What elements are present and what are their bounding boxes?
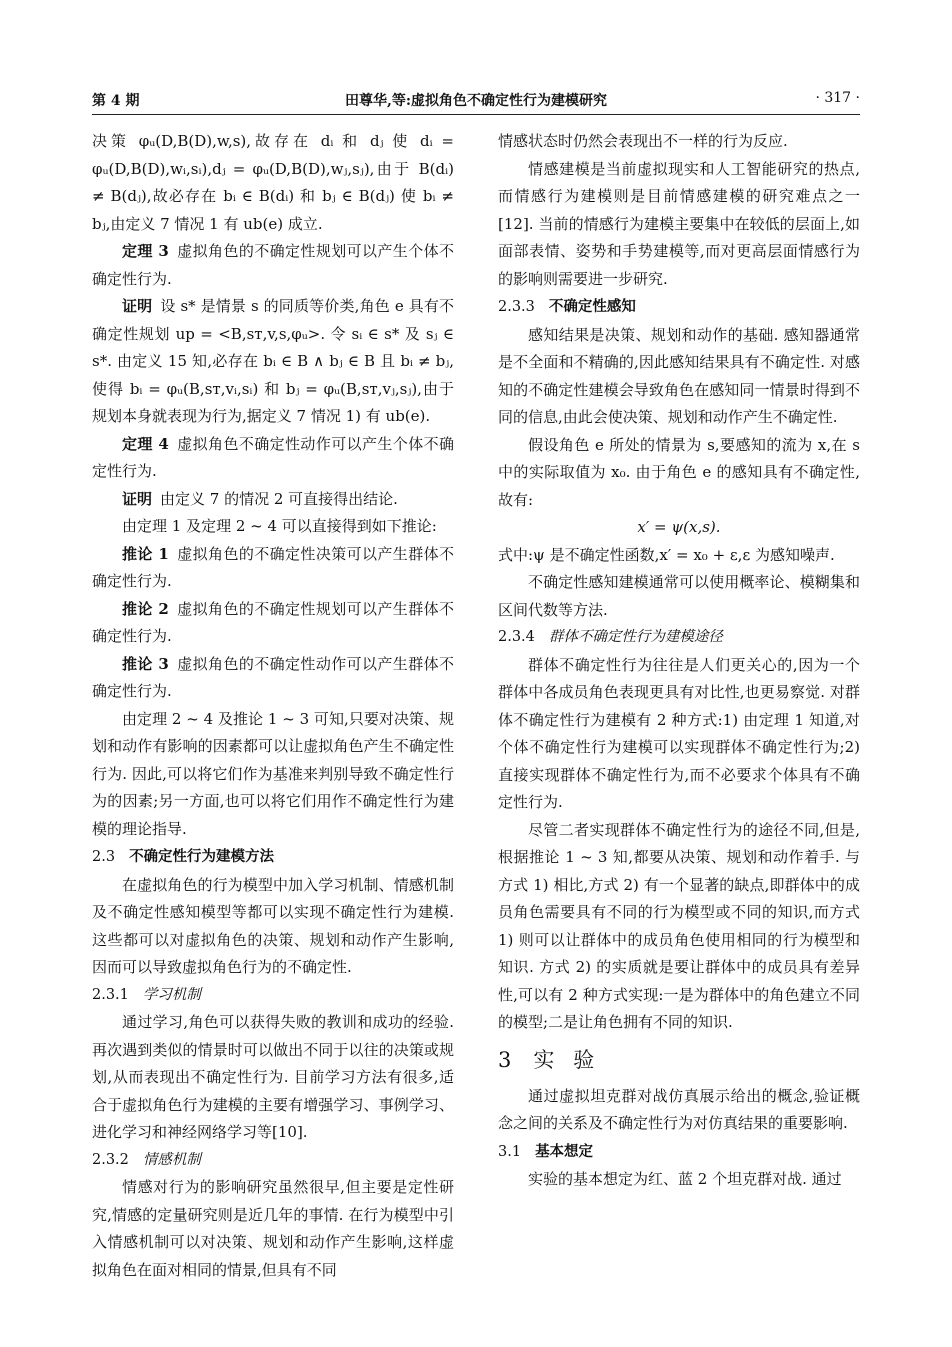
right-column xyxy=(498,128,860,1194)
section-number: 2.3.2 xyxy=(92,1151,129,1168)
paragraph-3: 通过虚拟坦克群对战仿真展示给出的概念,验证概念之间的关系及不确定性行为对仿真结果的重要影响. xyxy=(498,1086,860,1132)
theorem-4 xyxy=(92,431,454,486)
theorem-4-text: 虚拟角色不确定性动作可以产生个体不确定性行为. xyxy=(92,434,454,480)
section-title: 群体不确定性行为建模途径 xyxy=(548,629,723,645)
section-number: 2.3.3 xyxy=(498,299,535,315)
section-number: 2.3.4 xyxy=(498,629,535,645)
section-title: 不确定性行为建模方法 xyxy=(129,848,275,865)
corollary-1-label: 推论 1 xyxy=(122,544,169,563)
section-title: 基本想定 xyxy=(535,1142,594,1160)
proof-text: 设 s* 是情景 s 的同质等价类,角色 e 具有不确定性规划 up = <B,sᴛ,v,s,φᵤ>. 令 sᵢ ∈ s* 及 sⱼ ∈ s*. 由定义 15 知,必存在 bᵢ ∈ B ∧ bⱼ ∈ B 且 bᵢ ≠ bⱼ,使得 bᵢ = φᵤ(B,sᴛ,vᵢ,sᵢ) 和 bⱼ = φᵤ(B,sᴛ,vⱼ,sⱼ),由于规划本身就表现为行为,据定义 7 情况 1) 有 ub(e). xyxy=(92,297,454,425)
corollary-3-text: 虚拟角色的不确定性动作可以产生群体不确定性行为. xyxy=(92,654,454,700)
issue-number: 第 4 期 xyxy=(92,93,140,109)
proof-theorem-3 xyxy=(92,293,454,431)
section-2-3-1-heading xyxy=(92,982,454,1010)
section-2-3-2-heading xyxy=(92,1147,454,1175)
section-2-3-heading xyxy=(92,843,454,872)
paragraph-3-1: 实验的基本想定为红、蓝 2 个坦克群对战. 通过 xyxy=(528,1170,842,1188)
corollary-2-text: 虚拟角色的不确定性规划可以产生群体不确定性行为. xyxy=(92,599,454,645)
section-title: 不确定性感知 xyxy=(548,298,636,315)
perception-formula: x′ = ψ(x,s). xyxy=(637,518,721,536)
theorem-3 xyxy=(92,238,454,293)
corollary-1 xyxy=(92,541,454,596)
page-header xyxy=(92,88,860,115)
corollary-3 xyxy=(92,651,454,706)
proof-text: 由定义 7 的情况 2 可直接得出结论. xyxy=(160,489,398,508)
paragraph-2-3-4b: 尽管二者实现群体不确定性行为的途径不同,但是,根据推论 1 ~ 3 知,都要从决策、规划和动作着手. 与方式 1) 相比,方式 2) 有一个显著的缺点,即群体中的成员角色需要具有不同的行为模型或不同的知识,而方式 1) 则可以让群体中的成员角色使用相同的行为模型和知识. 方式 2) 的实质就是要让群体中的成员具有差异性,可以有 2 种方式实现:一是为群体中的角色建立不同的模型;二是让角色拥有不同的知识. xyxy=(498,820,860,1031)
paragraph-2-3-3c: 不确定性感知建模通常可以使用概率论、模糊集和区间代数等方法. xyxy=(498,573,860,619)
corollary-2 xyxy=(92,596,454,651)
paragraph-2-3-3a: 感知结果是决策、规划和动作的基础. 感知器通常是不全面和不精确的,因此感知结果具有不确定性. 对感知的不确定性建模会导致角色在感知同一情景时得到不同的信息,由此会使决策、规划和动作产生不确定性. xyxy=(498,325,860,426)
theorem-3-label: 定理 3 xyxy=(122,242,169,260)
section-2-3-4-heading xyxy=(498,624,860,652)
theorem-3-text: 虚拟角色的不确定性规划可以产生个体不确定性行为. xyxy=(92,242,454,288)
running-title: 田尊华,等:虚拟角色不确定性行为建模研究 xyxy=(344,93,608,109)
section-number: 3.1 xyxy=(498,1143,522,1160)
paragraph-2-3-2: 情感对行为的影响研究虽然很早,但主要是定性研究,情感的定量研究则是近几年的事情. 在行为模型中引入情感机制可以对决策、规划和动作产生影响,这样虚拟角色在面对相同的情景,但具有不同 xyxy=(92,1178,454,1279)
corollary-1-text: 虚拟角色的不确定性决策可以产生群体不确定性行为. xyxy=(92,544,454,590)
paragraph-2-3-4a: 群体不确定性行为往往是人们更关心的,因为一个群体中各成员角色表现更具有对比性,也更易察觉. 对群体不确定性行为建模有 2 种方式:1) 由定理 1 知道,对个体不确定性行为建模可以实现群体不确定性行为;2) 直接实现群体不确定性行为,而不必要求个体具有不确定性行为. xyxy=(498,655,860,811)
left-column xyxy=(92,128,454,1284)
paragraph-emotion-modeling: 情感建模是当前虚拟现实和人工智能研究的热点,而情感行为建模则是目前情感建模的研究难点之一[12]. 当前的情感行为建模主要集中在较低的层面上,如面部表情、姿势和手势建模等,而对更高层面情感行为的影响则需要进一步研究. xyxy=(498,159,860,288)
section-2-3-3-heading xyxy=(498,293,860,322)
proof-label: 证明 xyxy=(122,489,153,508)
section-title: 情感机制 xyxy=(142,1151,201,1168)
paragraph-summary: 由定理 2 ~ 4 及推论 1 ~ 3 可知,只要对决策、规划和动作有影响的因素都可以让虚拟角色产生不确定性行为. 因此,可以将它们作为基准来判别导致不确定性行为的因素;另一方面,也可以将它们用作不确定性行为建模的理论指导. xyxy=(92,709,454,838)
section-3-1-heading xyxy=(498,1138,860,1167)
section-number: 2.3.1 xyxy=(92,986,129,1003)
section-title: 学习机制 xyxy=(142,986,201,1003)
section-number: 3 xyxy=(498,1047,512,1072)
section-title: 实验 xyxy=(533,1047,614,1072)
paragraph-inference: 由定理 1 及定理 2 ~ 4 可以直接得到如下推论: xyxy=(122,517,437,535)
section-number: 2.3 xyxy=(92,849,116,865)
paragraph-continuation: 情感状态时仍然会表现出不一样的行为反应. xyxy=(498,132,788,150)
page-number: · 317 · xyxy=(815,90,860,106)
corollary-3-label: 推论 3 xyxy=(122,654,169,673)
corollary-2-label: 推论 2 xyxy=(122,599,169,618)
paragraph-proof-continuation: 决策 φᵤ(D,B(D),w,s),故存在 dᵢ 和 dⱼ 使 dᵢ = φᵤ(D,B(D),wᵢ,sᵢ),dⱼ = φᵤ(D,B(D),wⱼ,sⱼ),由于 B(dᵢ) ≠ B(dⱼ),故必存在 bᵢ ∈ B(dᵢ) 和 bⱼ ∈ B(dⱼ) 使 bᵢ ≠ bⱼ,由定义 7 情况 1 有 ub(e) 成立. xyxy=(92,132,454,233)
paragraph-2-3: 在虚拟角色的行为模型中加入学习机制、情感机制及不确定性感知模型等都可以实现不确定性行为建模. 这些都可以对虚拟角色的决策、规划和动作产生影响,因而可以导致虚拟角色行为的不确定性. xyxy=(92,875,454,976)
proof-label: 证明 xyxy=(122,297,153,315)
proof-theorem-4 xyxy=(92,486,454,514)
paragraph-2-3-1: 通过学习,角色可以获得失败的教训和成功的经验. 再次遇到类似的情景时可以做出不同于以往的决策或规划,从而表现出不确定性行为. 目前学习方法有很多,适合于虚拟角色行为建模的主要有增强学习、事例学习、进化学习和神经网络学习等[10]. xyxy=(92,1013,454,1141)
paragraph-formula-note: 式中:ψ 是不确定性函数,x′ = x₀ + ε,ε 为感知噪声. xyxy=(498,545,835,564)
theorem-4-label: 定理 4 xyxy=(122,434,169,453)
section-3-heading xyxy=(498,1045,860,1075)
paragraph-2-3-3b: 假设角色 e 所处的情景为 s,要感知的流为 x,在 s 中的实际取值为 x₀. 由于角色 e 的感知具有不确定性,故有: xyxy=(498,435,860,509)
